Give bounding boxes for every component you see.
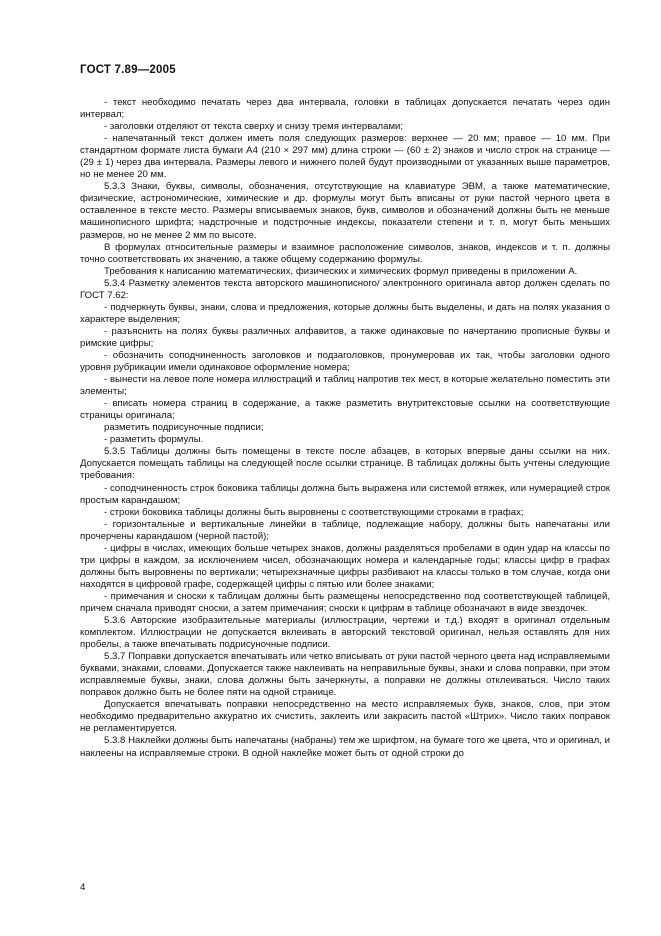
paragraph: 5.3.6 Авторские изобразительные материалы (иллюстрации, чертежи и т.д.) входят в оригинал отдельным комплектом. Иллюстрации не допускается вклеивать в авторский текстовой оригинал, нельзя оставлять для них пробелы, а также впечатывать подрисуночные подписи. xyxy=(80,615,610,651)
paragraph: 5.3.3 Знаки, буквы, символы, обозначения, отсутствующие на клавиатуре ЭВМ, а также математические, физические, астрономические, химические и др. формулы могут быть вписаны от руки пастой черного цвета в оставленное в тексте место. Размеры вписываемых знаков, букв, символов и обозначений должны быть не меньше машинописного шрифта; надстрочные и подстрочные индексы, показатели степени и т. п. могут быть меньших размеров, но не менее 2 мм по высоте. xyxy=(80,181,610,241)
document-header: ГОСТ 7.89—2005 xyxy=(80,64,176,76)
paragraph: разметить подрисуночные подписи; xyxy=(104,422,264,434)
page-number: 4 xyxy=(80,882,86,893)
paragraph: В формулах относительные размеры и взаимное расположение символов, знаков, индексов и т. п. должны точно соответствовать их значению, а также общему содержанию формулы. xyxy=(80,241,610,265)
paragraph: - примечания и сноски к таблицам должны быть размещены непосредственно под соответствующей таблицей, причем сначала приводят сноски, а затем примечания; сноски к цифрам в таблице обозначают в виде звездочек. xyxy=(80,590,610,614)
paragraph: - вписать номера страниц в содержание, а также разметить внутритекстовые ссылки на соответствующие страницы оригинала; xyxy=(80,398,610,422)
paragraph: - соподчиненность строк боковика таблицы должна быть выражена или системой втяжек, или нумерацией строк простым карандашом; xyxy=(80,482,610,506)
paragraph: - цифры в числах, имеющих больше четырех знаков, должны разделяться пробелами в один удар на классы по три цифры в каждом, за исключением чисел, обозначающих номера и календарные годы; классы цифр в графах должны быть выровнены по вертикали; четырехзначные цифры разбивают на классы только в том случае, когда они находятся в цифровой графе, содержащей цифры с пятью или более знаками; xyxy=(80,542,610,590)
paragraph: - вынести на левое поле номера иллюстраций и таблиц напротив тех мест, в которые желательно поместить эти элементы; xyxy=(80,374,610,398)
paragraph: Требования к написанию математических, физических и химических формул приведены в приложении А. xyxy=(104,265,578,277)
paragraph: 5.3.8 Наклейки должны быть напечатаны (набраны) тем же шрифтом, на бумаге того же цвета, что и оригинал, и наклеены на исправляемые строки. В одной наклейке может быть от одной строки до xyxy=(80,735,610,759)
paragraph: 5.3.5 Таблицы должны быть помещены в тексте после абзацев, в которых впервые даны ссылки на них. Допускается помещать таблицы на следующей после ссылки странице. В таблицах должны быть учтены следующие требования: xyxy=(80,446,610,482)
paragraph: - обозначить соподчиненность заголовков и подзаголовков, пронумеровав их так, чтобы заголовки одного уровня рубрикации имели одинаковое оформление номера; xyxy=(80,349,610,374)
paragraph: - текст необходимо печатать через два интервала, головки в таблицах допускается печатать через один интервал; xyxy=(80,97,610,121)
paragraph: - горизонтальные и вертикальные линейки в таблице, подлежащие набору, должны быть напечатаны или прочерчены карандашом (черной пастой); xyxy=(80,518,610,542)
paragraph: 5.3.7 Поправки допускается впечатывать или четко вписывать от руки пастой черного цвета над исправляемыми буквами, знаками, словами. Допускается также наклеивать на неправильные буквы, знаки и слова поправки, при этом исправляемые буквы, знаки, слова должны быть зачеркнуты, а поправки не должны отклеиваться. Число таких поправок должно быть не более пяти на одной странице. xyxy=(80,651,610,699)
paragraph: - разъяснить на полях буквы различных алфавитов, а также одинаковые по начертанию прописные буквы и римские цифры; xyxy=(80,325,610,349)
paragraph: - напечатанный текст должен иметь поля следующих размеров: верхнее — 20 мм; правое — 10 мм. При стандартном формате листа бумаги А4 (210 × 297 мм) длина строки — (60 ± 2) знаков и число строк на странице — (29 ± 1) через два интервала. Размеры левого и нижнего полей будут производными от указанных выше параметров, но не менее 20 мм. xyxy=(80,133,610,181)
paragraph: Допускается впечатывать поправки непосредственно на место исправляемых букв, знаков, слов, при этом необходимо предварительно аккуратно их счистить, заклеить или закрасить пастой «Штрих». Число таких поправок не регламентируется. xyxy=(80,699,610,735)
paragraph: 5.3.4 Разметку элементов текста авторского машинописного/ электронного оригинала автор должен сделать по ГОСТ 7.62: xyxy=(80,277,610,301)
paragraph: - подчеркнуть буквы, знаки, слова и предложения, которые должны быть выделены, и дать на полях указания о характере выделения; xyxy=(80,301,610,325)
document-body xyxy=(80,97,610,760)
paragraph: - разметить формулы. xyxy=(104,434,204,446)
paragraph: - заголовки отделяют от текста сверху и снизу тремя интервалами; xyxy=(104,121,404,133)
paragraph: - строки боковика таблицы должны быть выровнены с соответствующими строками в графах; xyxy=(104,506,524,518)
